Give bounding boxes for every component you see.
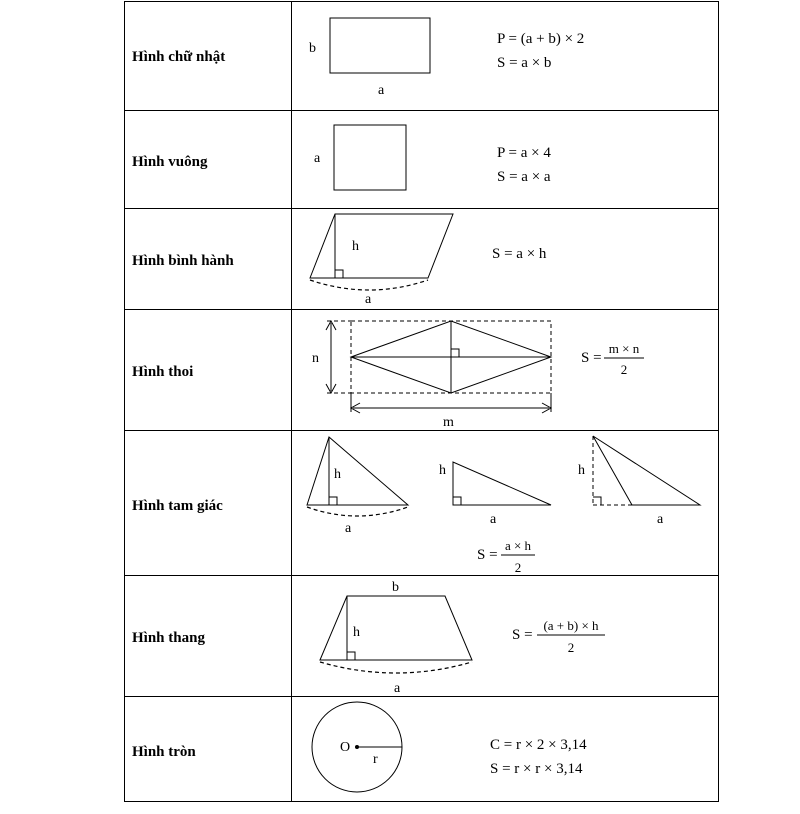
row-triangle [132,436,700,575]
shape-name-rectangle: Hình chữ nhật [132,49,226,65]
parallelogram-label-a: a [365,292,372,307]
row-rhombus [132,321,644,430]
row-trapezoid [132,580,605,696]
rectangle-figure [330,18,430,73]
trapezoid-label-a: a [394,681,401,696]
square-perimeter-formula: P = a × 4 [497,145,551,161]
obtuse-triangle-label-h: h [578,463,585,478]
circle-area-formula: S = r × r × 3,14 [490,761,583,777]
acute-triangle-label-h: h [334,467,341,482]
rhombus-label-m: m [443,415,454,430]
obtuse-triangle-label-a: a [657,512,664,527]
right-triangle-label-h: h [439,463,446,478]
row-square [132,125,551,190]
table-grid [125,2,719,802]
rhombus-formula-numerator: m × n [608,341,640,356]
right-triangle-right-angle-mark [453,497,461,505]
rectangle-perimeter-formula: P = (a + b) × 2 [497,31,585,47]
row-parallelogram [132,214,547,307]
obtuse-triangle-right-angle-mark [593,497,601,505]
triangle-formula-lhs: S = [477,547,498,563]
square-label-a: a [314,151,321,166]
acute-triangle-base-brace [307,507,408,516]
rhombus-formula-denominator: 2 [620,362,628,377]
rhombus-label-n: n [312,351,319,366]
rhombus-formula-lhs: S = [581,350,602,366]
trapezoid-formula-numerator: (a + b) × h [543,618,599,633]
shape-name-circle: Hình tròn [132,744,196,760]
trapezoid-figure [320,596,472,660]
trapezoid-label-h: h [353,625,360,640]
row-rectangle [132,18,584,98]
rectangle-label-a: a [378,83,385,98]
square-figure [334,125,406,190]
circle-label-r: r [373,752,378,767]
shape-name-rhombus: Hình thoi [132,364,194,380]
trapezoid-formula-lhs: S = [512,627,533,643]
triangle-formula-numerator: a × h [504,538,532,553]
triangle-formula-denominator: 2 [514,560,522,575]
rectangle-area-formula: S = a × b [497,55,552,71]
trapezoid-label-b: b [392,580,399,595]
parallelogram-label-h: h [352,239,359,254]
trapezoid-right-angle-mark [347,652,355,660]
acute-triangle-label-a: a [345,521,352,536]
trapezoid-formula-denominator: 2 [567,640,575,655]
circle-circumference-formula: C = r × 2 × 3,14 [490,737,587,753]
right-triangle-figure [453,462,551,505]
right-triangle-label-a: a [490,512,497,527]
obtuse-triangle-figure [593,436,700,505]
parallelogram-right-angle-mark [335,270,343,278]
acute-triangle-right-angle-mark [329,497,337,505]
shape-name-square: Hình vuông [132,154,208,170]
rectangle-label-b: b [309,41,316,56]
shape-name-triangle: Hình tam giác [132,498,223,514]
parallelogram-area-formula: S = a × h [492,246,547,262]
trapezoid-base-brace [320,662,472,673]
circle-label-o: O [340,740,351,755]
rhombus-right-angle-mark [451,349,459,357]
row-circle [132,702,587,792]
shape-name-parallelogram: Hình bình hành [132,253,234,269]
acute-triangle-figure [307,437,408,505]
shape-name-trapezoid: Hình thang [132,630,205,646]
square-area-formula: S = a × a [497,169,551,185]
parallelogram-figure [310,214,453,278]
circle-center-dot [355,745,359,749]
parallelogram-base-brace [310,280,428,290]
